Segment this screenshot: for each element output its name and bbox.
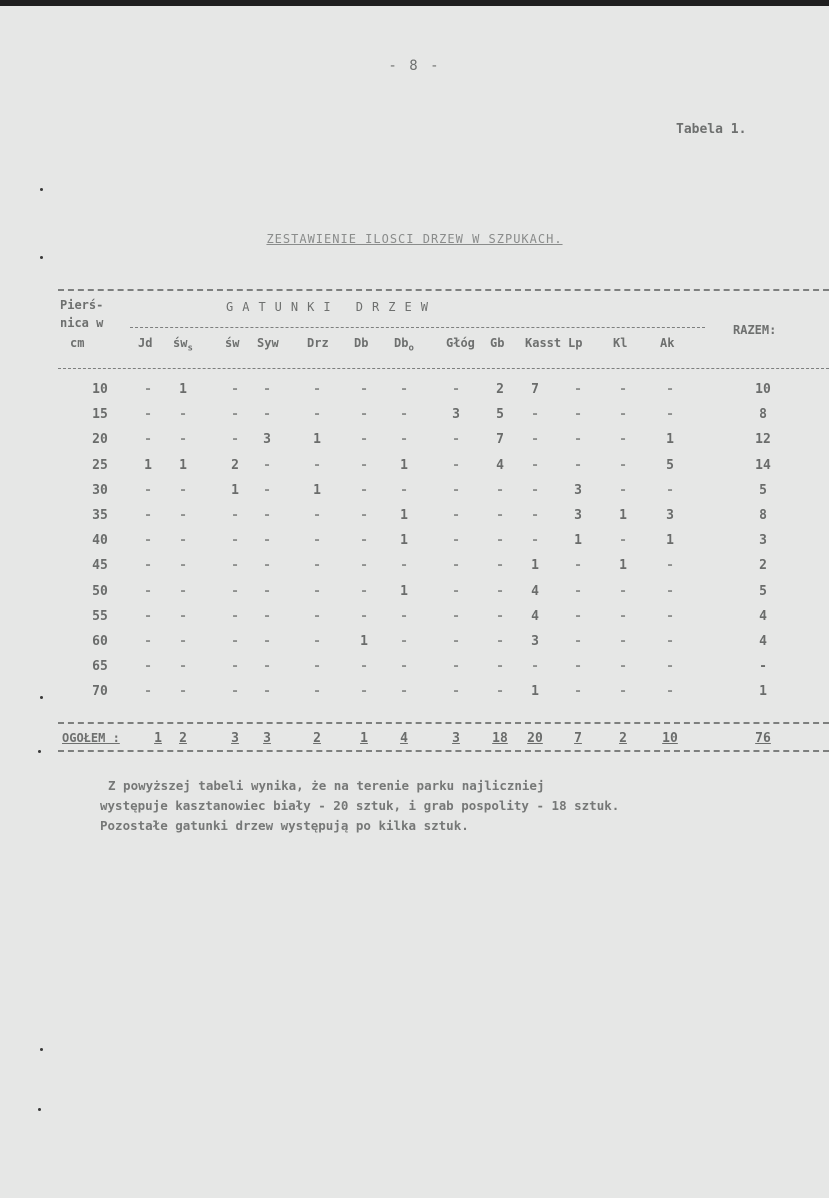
diameter-value: 55 — [92, 609, 108, 624]
row-total: 8 — [759, 407, 767, 422]
count-cell: - — [263, 382, 271, 397]
count-cell: - — [531, 508, 539, 523]
count-cell: - — [360, 659, 368, 674]
count-cell: - — [313, 659, 321, 674]
count-cell: - — [666, 609, 674, 624]
count-cell: - — [452, 609, 460, 624]
count-cell: - — [360, 407, 368, 422]
column-total: 2 — [179, 731, 187, 746]
species-header-1 — [173, 336, 193, 353]
diameter-value: 20 — [92, 432, 108, 447]
count-cell: 1 — [179, 458, 187, 473]
species-header-4 — [307, 336, 329, 350]
count-cell: 1 — [360, 634, 368, 649]
margin-dot — [38, 1108, 41, 1111]
species-header-7 — [446, 336, 475, 350]
diameter-value: 10 — [92, 382, 108, 397]
species-name: Kl — [613, 336, 628, 350]
count-cell: 4 — [496, 458, 504, 473]
count-cell: 3 — [574, 508, 582, 523]
count-cell: - — [263, 458, 271, 473]
count-cell: - — [496, 508, 504, 523]
count-cell: 1 — [144, 458, 152, 473]
count-cell: - — [531, 483, 539, 498]
row-total: 3 — [759, 533, 767, 548]
species-header-8 — [490, 336, 504, 350]
totals-bottom-rule — [58, 750, 829, 752]
count-cell: - — [496, 584, 504, 599]
count-cell: - — [263, 407, 271, 422]
column-total: 20 — [527, 731, 543, 746]
count-cell: - — [452, 659, 460, 674]
row-total: - — [759, 659, 767, 674]
count-cell: - — [179, 684, 187, 699]
count-cell: 5 — [496, 407, 504, 422]
count-cell: 4 — [531, 609, 539, 624]
count-cell: 5 — [666, 458, 674, 473]
count-cell: - — [452, 432, 460, 447]
count-cell: 7 — [496, 432, 504, 447]
count-cell: - — [619, 432, 627, 447]
table-title: ZESTAWIENIE ILOSCI DRZEW W SZPUKACH. — [266, 232, 563, 246]
diameter-value: 40 — [92, 533, 108, 548]
count-cell: - — [360, 382, 368, 397]
totals-top-rule — [58, 722, 829, 724]
count-cell: - — [313, 584, 321, 599]
count-cell: - — [666, 584, 674, 599]
count-cell: - — [452, 684, 460, 699]
count-cell: - — [144, 684, 152, 699]
row-total: 5 — [759, 483, 767, 498]
count-cell: - — [144, 609, 152, 624]
species-header-12 — [660, 336, 674, 350]
count-cell: - — [574, 458, 582, 473]
count-cell: - — [360, 684, 368, 699]
column-total: 7 — [574, 731, 582, 746]
column-total: 1 — [360, 731, 368, 746]
column-total: 18 — [492, 731, 508, 746]
row-total: 2 — [759, 558, 767, 573]
total-column-header: RAZEM: — [733, 323, 777, 337]
count-cell: 2 — [231, 458, 239, 473]
row-total: 1 — [759, 684, 767, 699]
count-cell: - — [360, 458, 368, 473]
margin-dot — [40, 1048, 43, 1051]
conclusion-paragraph — [100, 776, 808, 836]
count-cell: - — [452, 634, 460, 649]
count-cell: - — [400, 407, 408, 422]
diameter-value: 25 — [92, 458, 108, 473]
count-cell: - — [179, 432, 187, 447]
count-cell: - — [231, 659, 239, 674]
count-cell: - — [452, 382, 460, 397]
count-cell: - — [400, 659, 408, 674]
count-cell: - — [496, 533, 504, 548]
paragraph-line-2: występuje kasztanowiec biały - 20 sztuk, i grab pospolity - 18 sztuk. — [100, 798, 620, 813]
count-cell: - — [144, 508, 152, 523]
count-cell: - — [619, 458, 627, 473]
count-cell: - — [452, 458, 460, 473]
count-cell: - — [231, 584, 239, 599]
count-cell: - — [179, 634, 187, 649]
count-cell: - — [144, 407, 152, 422]
count-cell: 1 — [574, 533, 582, 548]
species-header-3 — [257, 336, 279, 350]
count-cell: - — [179, 659, 187, 674]
count-cell: - — [496, 483, 504, 498]
count-cell: - — [231, 609, 239, 624]
count-cell: - — [496, 659, 504, 674]
count-cell: - — [360, 508, 368, 523]
diameter-value: 65 — [92, 659, 108, 674]
document-page — [0, 6, 829, 1198]
count-cell: - — [574, 609, 582, 624]
count-cell: - — [179, 533, 187, 548]
count-cell: - — [179, 407, 187, 422]
species-name: Kasst — [525, 336, 562, 350]
count-cell: 1 — [400, 458, 408, 473]
count-cell: - — [619, 684, 627, 699]
species-header-6 — [394, 336, 414, 353]
count-cell: - — [619, 609, 627, 624]
count-cell: - — [531, 458, 539, 473]
count-cell: - — [452, 483, 460, 498]
count-cell: - — [263, 659, 271, 674]
count-cell: - — [400, 382, 408, 397]
count-cell: 1 — [400, 508, 408, 523]
count-cell: - — [400, 684, 408, 699]
grand-total: 76 — [755, 731, 771, 746]
diameter-value: 60 — [92, 634, 108, 649]
count-cell: - — [144, 533, 152, 548]
species-group-header: GATUNKI DRZEW — [226, 300, 437, 314]
count-cell: - — [360, 609, 368, 624]
column-total: 1 — [154, 731, 162, 746]
count-cell: - — [313, 382, 321, 397]
count-cell: 2 — [496, 382, 504, 397]
count-cell: - — [179, 483, 187, 498]
count-cell: - — [313, 407, 321, 422]
species-name: Drz — [307, 336, 329, 350]
species-subscript: o — [408, 343, 414, 354]
page-number: - 8 - — [388, 58, 441, 74]
count-cell: 1 — [400, 584, 408, 599]
diameter-value: 70 — [92, 684, 108, 699]
count-cell: - — [360, 483, 368, 498]
species-header-10 — [568, 336, 582, 350]
count-cell: - — [263, 483, 271, 498]
species-name: Lp — [568, 336, 583, 350]
count-cell: - — [574, 659, 582, 674]
count-cell: - — [231, 407, 239, 422]
count-cell: - — [574, 558, 582, 573]
count-cell: - — [231, 382, 239, 397]
count-cell: - — [666, 634, 674, 649]
diameter-value: 50 — [92, 584, 108, 599]
count-cell: - — [574, 407, 582, 422]
column-total: 3 — [231, 731, 239, 746]
diameter-header-line-2: nica w — [60, 316, 104, 330]
count-cell: - — [666, 558, 674, 573]
count-cell: - — [144, 558, 152, 573]
count-cell: - — [263, 584, 271, 599]
count-cell: 3 — [666, 508, 674, 523]
count-cell: 4 — [531, 584, 539, 599]
count-cell: 3 — [263, 432, 271, 447]
count-cell: 1 — [619, 508, 627, 523]
count-cell: - — [400, 558, 408, 573]
count-cell: - — [574, 382, 582, 397]
count-cell: - — [231, 432, 239, 447]
count-cell: - — [619, 533, 627, 548]
count-cell: - — [313, 684, 321, 699]
count-cell: - — [144, 382, 152, 397]
table-label: Tabela 1. — [676, 122, 747, 137]
count-cell: - — [263, 508, 271, 523]
species-header-11 — [613, 336, 627, 350]
count-cell: - — [313, 609, 321, 624]
count-cell: 1 — [313, 432, 321, 447]
species-name: Jd — [138, 336, 153, 350]
count-cell: - — [666, 483, 674, 498]
column-total: 4 — [400, 731, 408, 746]
totals-label: OGOŁEM : — [62, 731, 120, 745]
column-total: 2 — [619, 731, 627, 746]
header-bottom-rule — [58, 368, 829, 369]
species-name: św — [225, 336, 240, 350]
count-cell: - — [360, 558, 368, 573]
count-cell: - — [179, 609, 187, 624]
paragraph-line-3: Pozostałe gatunki drzew występują po kilka sztuk. — [100, 818, 469, 833]
count-cell: - — [144, 483, 152, 498]
count-cell: - — [263, 533, 271, 548]
count-cell: - — [452, 584, 460, 599]
count-cell: - — [179, 584, 187, 599]
count-cell: - — [360, 584, 368, 599]
table-top-rule — [58, 289, 829, 291]
count-cell: 7 — [531, 382, 539, 397]
count-cell: - — [231, 508, 239, 523]
row-total: 14 — [755, 458, 771, 473]
count-cell: - — [531, 407, 539, 422]
count-cell: - — [400, 609, 408, 624]
count-cell: - — [263, 609, 271, 624]
count-cell: 1 — [400, 533, 408, 548]
count-cell: - — [496, 609, 504, 624]
margin-dot — [40, 696, 43, 699]
count-cell: - — [452, 508, 460, 523]
count-cell: - — [144, 584, 152, 599]
row-total: 12 — [755, 432, 771, 447]
count-cell: - — [496, 684, 504, 699]
row-total: 10 — [755, 382, 771, 397]
row-total: 8 — [759, 508, 767, 523]
species-name: Ak — [660, 336, 675, 350]
species-subscript: s — [187, 343, 193, 354]
count-cell: 1 — [666, 432, 674, 447]
diameter-value: 30 — [92, 483, 108, 498]
column-total: 2 — [313, 731, 321, 746]
count-cell: - — [144, 634, 152, 649]
species-name: Syw — [257, 336, 279, 350]
species-name: Gb — [490, 336, 505, 350]
count-cell: - — [619, 382, 627, 397]
count-cell: - — [666, 382, 674, 397]
count-cell: 3 — [574, 483, 582, 498]
count-cell: - — [574, 634, 582, 649]
count-cell: - — [666, 684, 674, 699]
species-name: Głóg — [446, 336, 475, 350]
column-total: 10 — [662, 731, 678, 746]
diameter-header-line-1: Pierś- — [60, 298, 104, 312]
count-cell: - — [452, 533, 460, 548]
count-cell: - — [360, 533, 368, 548]
count-cell: 1 — [619, 558, 627, 573]
count-cell: - — [144, 659, 152, 674]
count-cell: - — [400, 483, 408, 498]
count-cell: - — [313, 508, 321, 523]
count-cell: - — [619, 407, 627, 422]
diameter-value: 45 — [92, 558, 108, 573]
diameter-value: 15 — [92, 407, 108, 422]
count-cell: - — [360, 432, 368, 447]
species-header-0 — [138, 336, 152, 350]
count-cell: - — [231, 684, 239, 699]
count-cell: - — [263, 684, 271, 699]
row-total: 5 — [759, 584, 767, 599]
count-cell: 1 — [531, 684, 539, 699]
count-cell: 3 — [452, 407, 460, 422]
species-name: Db — [394, 336, 409, 350]
count-cell: - — [619, 634, 627, 649]
count-cell: - — [619, 584, 627, 599]
margin-dot — [40, 256, 43, 259]
count-cell: - — [231, 634, 239, 649]
species-header-5 — [354, 336, 368, 350]
count-cell: - — [313, 634, 321, 649]
column-total: 3 — [452, 731, 460, 746]
count-cell: - — [400, 634, 408, 649]
count-cell: - — [574, 432, 582, 447]
count-cell: 1 — [313, 483, 321, 498]
row-total: 4 — [759, 609, 767, 624]
count-cell: - — [263, 634, 271, 649]
count-cell: - — [574, 584, 582, 599]
row-total: 4 — [759, 634, 767, 649]
paragraph-line-1: Z powyższej tabeli wynika, że na terenie parku najliczniej — [108, 778, 545, 793]
count-cell: - — [666, 407, 674, 422]
count-cell: - — [144, 432, 152, 447]
count-cell: 1 — [531, 558, 539, 573]
species-header-9 — [525, 336, 561, 350]
column-total: 3 — [263, 731, 271, 746]
species-header-2 — [225, 336, 239, 350]
count-cell: - — [531, 659, 539, 674]
count-cell: - — [231, 558, 239, 573]
count-cell: - — [619, 483, 627, 498]
diameter-header-line-3: cm — [70, 336, 85, 350]
count-cell: - — [313, 458, 321, 473]
margin-dot — [38, 750, 41, 753]
margin-dot — [40, 188, 43, 191]
count-cell: - — [231, 533, 239, 548]
count-cell: 1 — [666, 533, 674, 548]
count-cell: - — [496, 558, 504, 573]
count-cell: - — [179, 508, 187, 523]
count-cell: 1 — [231, 483, 239, 498]
species-header-rule — [130, 327, 705, 328]
count-cell: - — [531, 533, 539, 548]
count-cell: - — [531, 432, 539, 447]
species-name: Db — [354, 336, 369, 350]
count-cell: - — [496, 634, 504, 649]
count-cell: 3 — [531, 634, 539, 649]
count-cell: - — [263, 558, 271, 573]
count-cell: - — [619, 659, 627, 674]
count-cell: - — [574, 684, 582, 699]
count-cell: - — [313, 533, 321, 548]
count-cell: - — [313, 558, 321, 573]
count-cell: - — [452, 558, 460, 573]
count-cell: - — [400, 432, 408, 447]
diameter-value: 35 — [92, 508, 108, 523]
species-name: św — [173, 336, 188, 350]
count-cell: - — [179, 558, 187, 573]
count-cell: - — [666, 659, 674, 674]
count-cell: 1 — [179, 382, 187, 397]
